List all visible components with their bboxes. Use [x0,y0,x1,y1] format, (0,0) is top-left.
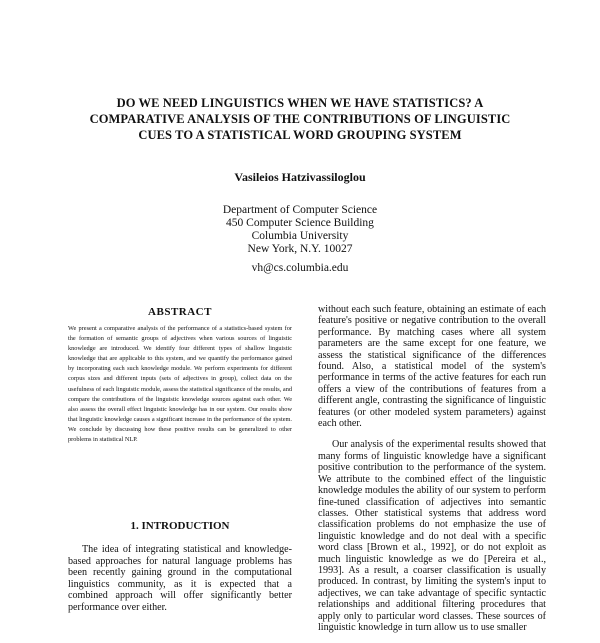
body-paragraph: Our analysis of the experimental results showed that many forms of linguistic knowledge have a significant positive contribution to the performance of the system. We attribute to the combined effect of the linguistic knowledge modules the ability of our system to perform fine-tuned classification of adjectives into semantic classes. Other statistical systems that address word classification problems do not emphasize the use of linguistic knowledge and do not deal with a specific word class [Brown et al., 1992], or do not exploit as much linguistic knowledge as we do [Pereira et al., 1993]. As a result, a coarser classification is usually produced. In contrast, by limiting the system's input to adjectives, we can take advantage of specific syntactic relationships and additional filtering procedures that apply only to particular word classes. These sources of linguistic knowledge in turn allow us to use smaller [318,439,546,633]
title-line: CUES TO A STATISTICAL WORD GROUPING SYSTEM [138,128,462,142]
title-line: DO WE NEED LINGUISTICS WHEN WE HAVE STATISTICS? A [116,96,484,110]
introduction-heading: 1. INTRODUCTION [130,520,230,532]
body-paragraph: without each such feature, obtaining an estimate of each feature's positive or negative contribution to the overall performance. By matching cases where all system parameters are the same except for one feature, we assess the statistical significance of the differences found. Also, a statistical model of the system's performance in terms of the active features for each run offers a view of the contributions of features from a different angle, contrasting the significance of linguistic features (or other modeled system parameters) against each other. [318,304,546,430]
affiliation-line: Columbia University [251,230,349,242]
right-column [318,304,546,643]
affiliation-line: New York, N.Y. 10027 [247,243,353,255]
author-email: vh@cs.columbia.edu [251,262,349,274]
author-affiliation [170,204,430,256]
abstract-text: We present a comparative analysis of the performance of a statistics-based system for the formation of semantic groups of adjectives when various sources of linguistic knowledge are introduced. We identify four different types of shallow linguistic knowledge that are applicable to this system, and we quantify the performance gained by incorporating each such knowledge module. We perform experiments for different corpus sizes and different inputs (sets of adjectives in group), collect data on the usefulness of each linguistic module, assess the statistical significance of the results, and compare the contributions of the linguistic knowledge sources against each other. We also assess the overall effect linguistic knowledge has in our system. Our results show that linguistic knowledge causes a significant increase in the performance of the system. We conclude by discussing how these positive results can be generalized to other problems in statistical NLP. [68,325,292,444]
affiliation-line: Department of Computer Science [222,204,378,216]
title-line: COMPARATIVE ANALYSIS OF THE CONTRIBUTIONS OF LINGUISTIC [89,112,511,126]
author-name: Vasileios Hatzivassiloglou [234,170,366,184]
paper-title [60,95,540,143]
affiliation-line: 450 Computer Science Building [226,217,374,229]
introduction-text: The idea of integrating statistical and knowledge-based approaches for natural language problems has been recently gaining ground in the computational linguistics community, as it is expected that a combined approach will offer significantly better performance over either. [68,544,292,613]
abstract-heading: ABSTRACT [148,306,212,318]
